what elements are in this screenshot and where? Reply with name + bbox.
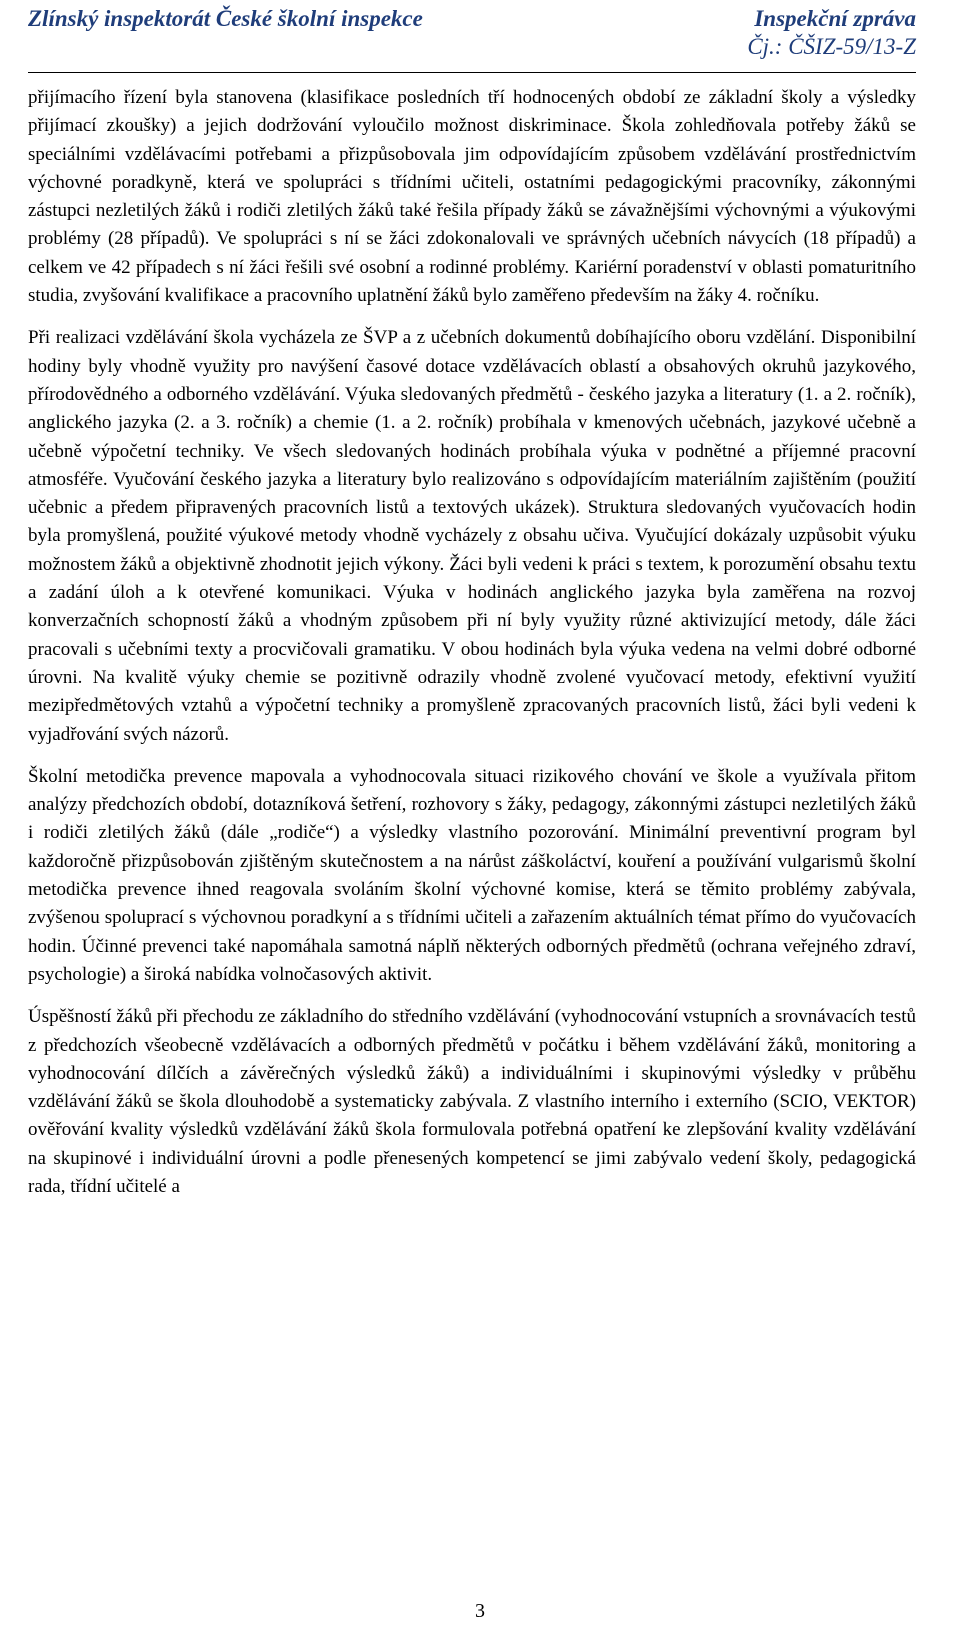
page-header (28, 6, 916, 60)
header-document-type: Inspekční zpráva (754, 6, 916, 31)
header-reference: Čj.: ČŠIZ-59/13-Z (747, 34, 916, 59)
paragraph-admission: přijímacího řízení byla stanovena (klasifikace posledních tří hodnocených období ze základní školy a výsledky přijímací zkoušky) a jejich dodržování vyloučilo možnost diskriminace. Škola zohledňovala potřeby žáků se speciálními vzdělávacími potřebami a přizpůsobovala jim odpovídajícím způsobem vzdělávání prostřednictvím výchovné poradkyně, která ve spolupráci s třídními učiteli, ostatními pedagogickými pracovníky, zákonnými zástupci nezletilých žáků i rodiči zletilých žáků také řešila případy žáků se závažnějšími výchovnými a výukovými problémy (28 případů). Ve spolupráci s ní se žáci zdokonalovali ve správných učebních návycích (18 případů) a celkem ve 42 případech s ní žáci řešili své osobní a rodinné problémy. Kariérní poradenství v oblasti pomaturitního studia, zvyšování kvalifikace a pracovního uplatnění žáků bylo zaměřeno především na žáky 4. ročníku. (28, 87, 916, 307)
paragraph-results: Úspěšností žáků při přechodu ze základního do středního vzdělávání (vyhodnocování vstupních a srovnávacích testů z předchozích všeobecně vzdělávacích a odborných předmětů v počátku i během vzdělávání žáků, monitoring a vyhodnocování dílčích a závěrečných výsledků žáků) a individuálními i skupinovými výsledky v průběhu vzdělávání žáků se škola dlouhodobě a systematicky zabývala. Z vlastního interního i externího (SCIO, VEKTOR) ověřování kvality výsledků vzdělávání žáků škola formulovala potřebná opatření ke zlepšování kvality vzdělávání na skupinové i individuální úrovni a podle přenesených kompetencí se jimi zabývalo vedení školy, pedagogická rada, třídní učitelé a (28, 1006, 916, 1197)
paragraph-prevention: Školní metodička prevence mapovala a vyhodnocovala situaci rizikového chování ve škole a využívala přitom analýzy předchozích období, dotazníková šetření, rozhovory s žáky, pedagogy, zákonnými zástupci nezletilých žáků i rodiči zletilých žáků (dále „rodiče“) a výsledky vlastního pozorování. Minimální preventivní program byl každoročně přizpůsobován zjištěným skutečnostem a na nárůst záškoláctví, kouření a používání vulgarismů školní metodička prevence ihned reagovala svoláním školní výchovné komise, která se těmito problémy zabývala, zvýšenou spoluprací s výchovnou poradkyní a s třídními učiteli a zařazením aktuálních témat přímo do vyučovacích hodin. Účinné prevenci také napomáhala samotná náplň některých odborných předmětů (ochrana veřejného zdraví, psychologie) a široká nabídka volnočasových aktivit. (28, 765, 916, 985)
header-organization: Zlínský inspektorát České školní inspekce (28, 6, 423, 31)
document-body (28, 84, 916, 1215)
paragraph-education: Při realizaci vzdělávání škola vycházela ze ŠVP a z učebních dokumentů dobíhajícího oboru vzdělání. Disponibilní hodiny byly vhodně využity pro navýšení časové dotace vzdělávacích oblastí a obsahových okruhů jazykového, přírodovědného a odborného vzdělávání. Výuka sledovaných předmětů - českého jazyka a literatury (1. a 2. ročník), anglického jazyka (2. a 3. ročník) a chemie (1. a 2. ročník) probíhala v kmenových učebnách, jazykové učebně a učebně výpočetní techniky. Ve všech sledovaných hodinách probíhala výuka v podnětné a příjemné pracovní atmosféře. Vyučování českého jazyka a literatury bylo realizováno s odpovídajícím materiálním zajištěním (použití učebnic a předem připravených pracovních listů a textových ukázek). Struktura sledovaných vyučovacích hodin byla promyšlená, použité výukové metody vhodně vycházely z obsahu učiva. Vyučující dokázaly uzpůsobit výuku možnostem žáků a objektivně zhodnotit jejich výkony. Žáci byli vedeni k práci s textem, k porozumění obsahu textu a zadání úloh a k otevřené komunikaci. Výuka v hodinách anglického jazyka byla zaměřena na rozvoj konverzačních schopností žáků a vhodným způsobem při ní byly využity různé aktivizující metody, dále žáci pracovali s učebními texty a procvičovali gramatiku. V obou hodinách byla výuka vedena na velmi dobré odborné úrovni. Na kvalitě výuky chemie se pozitivně odrazily vhodně zvolené vyučovací metody, efektivní využití mezipředmětových vztahů a výpočetní techniky a promyšleně zpracovaných pracovních listů, žáci byli vedeni k vyjadřování svých názorů. (28, 327, 916, 745)
header-divider (28, 72, 916, 73)
page-number: 3 (475, 1600, 485, 1622)
